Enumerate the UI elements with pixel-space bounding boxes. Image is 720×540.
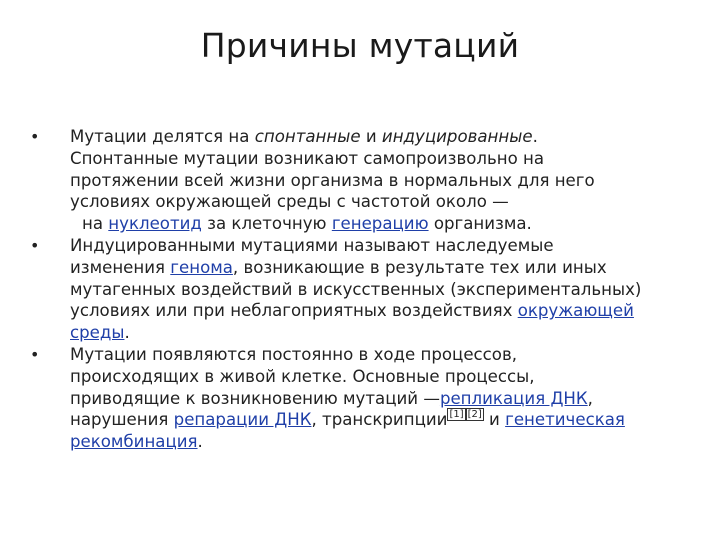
bullet-item-2 (30, 235, 680, 344)
text-line: происходящих в живой клетке. Основные процессы, (70, 366, 535, 386)
text-line: Индуцированными мутациями называют наследуемые (70, 235, 554, 255)
text: . (532, 127, 538, 146)
text: , транскрипции (311, 410, 448, 430)
text: нарушения (70, 410, 174, 430)
text-line: мутагенных воздействий в искусственных (экспериментальных) (70, 279, 642, 299)
link-environment[interactable]: окружающей (517, 301, 634, 321)
bullet-marker: • (30, 127, 40, 146)
footnote-ref-2[interactable]: [2] (467, 409, 482, 421)
text-line: Мутации появляются постоянно в ходе процессов, (70, 344, 518, 364)
italic-term-induced: индуцированные (381, 127, 533, 146)
bullet-marker: • (30, 344, 40, 364)
text-line (70, 257, 680, 279)
link-recombination-cont[interactable]: рекомбинация (70, 432, 198, 452)
text-line: Спонтанные мутации возникают самопроизвольно на (70, 148, 545, 168)
text-line (70, 126, 680, 148)
bullet-item-3 (30, 344, 680, 453)
text: на (82, 214, 109, 234)
link-genetic-recombination[interactable]: генетическая (505, 410, 625, 430)
text: приводящие к возникновению мутаций — (70, 388, 440, 408)
text-line (70, 322, 680, 344)
bullet-list (30, 126, 680, 453)
text: . (197, 432, 203, 452)
text: . (124, 323, 130, 343)
link-genome[interactable]: генома (170, 257, 233, 277)
italic-term-spontaneous: спонтанные (254, 127, 361, 146)
bullet-item-1 (30, 126, 680, 235)
link-environment-cont[interactable]: среды (70, 323, 125, 343)
text: и (483, 410, 506, 430)
text: организма. (428, 214, 532, 234)
text: и (360, 127, 382, 146)
text: условиях или при неблагоприятных воздействиях (70, 301, 518, 321)
text: , (587, 388, 593, 408)
text: изменения (70, 257, 171, 277)
text-line (70, 409, 680, 431)
text-line: протяжении всей жизни организма в нормальных для него (70, 170, 595, 190)
text: за клеточную (201, 214, 332, 234)
link-dna-replication[interactable]: репликация ДНК (439, 388, 588, 408)
slide-title: Причины мутаций (200, 26, 520, 65)
link-generation[interactable]: генерацию (331, 214, 429, 234)
text-line (70, 431, 680, 453)
link-dna-repair[interactable]: репарации ДНК (173, 410, 312, 430)
text-line (70, 300, 680, 322)
text-line (70, 388, 680, 410)
link-nucleotide[interactable]: нуклеотид (108, 214, 202, 234)
text-line: условиях окружающей среды с частотой около — (70, 192, 509, 212)
bullet-marker: • (30, 235, 40, 255)
text: , возникающие в результате тех или иных (232, 257, 607, 277)
text-line (70, 213, 680, 235)
footnote-ref-1[interactable]: [1] (449, 409, 464, 421)
text: Мутации делятся на (70, 127, 255, 146)
